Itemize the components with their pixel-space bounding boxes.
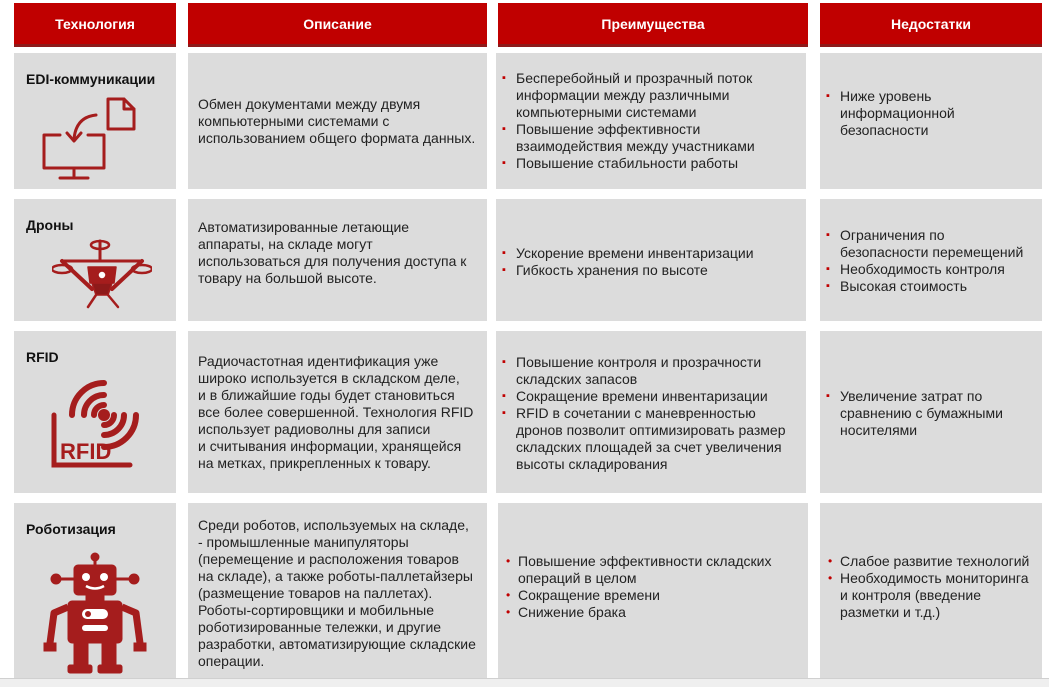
header-disadvantages: Недостатки: [820, 3, 1042, 47]
description-line: использованием общего формата данных.: [198, 130, 476, 146]
description-line: широко используется в складском деле,: [198, 370, 460, 386]
row-edi-disadvantages-cell: [820, 53, 1042, 189]
row-rfid-advantages-cell: [496, 331, 806, 493]
rfid-tag-icon: [48, 375, 148, 471]
row-title: EDI-коммуникации: [26, 71, 156, 87]
description-line: Автоматизированные летающие: [198, 219, 410, 235]
description-line: все более совершенной. Технология RFID: [198, 404, 474, 420]
advantage-item: ▪ Ускорение времени инвентаризации: [496, 245, 802, 262]
drone-icon: [52, 239, 152, 311]
description-line: на складе), а также роботы-паллетайзеры: [198, 568, 473, 584]
description-line: Обмен документами между двумя: [198, 96, 421, 112]
row-robotics-disadvantages-cell: [820, 503, 1042, 678]
description-line: и считывания информации, хранящейся: [198, 438, 462, 454]
header-description: Описание: [188, 3, 487, 47]
description-line: Роботы-сортировщики и мобильные: [198, 602, 434, 618]
advantage-item: ▪ Бесперебойный и прозрачный поток информации между различными компьютерными системами: [496, 70, 802, 121]
description-line: - промышленные манипуляторы: [198, 534, 409, 550]
advantage-item: • Повышение эффективности складских операций в целом: [498, 553, 804, 587]
disadvantage-item: ▪ Ограничения по безопасности перемещений: [820, 227, 1038, 261]
row-rfid-description-cell: [188, 331, 487, 493]
row-robotics-description-cell: [188, 503, 487, 678]
advantage-item: ▪ Повышение эффективности взаимодействия между участниками: [496, 121, 802, 155]
description-line: разработки, автоматизирующие складские: [198, 636, 476, 652]
row-rfid-tech-cell: [14, 331, 176, 493]
row-title: Роботизация: [26, 521, 116, 537]
disadvantage-item: • Необходимость мониторинга и контроля (введение разметки и т.д.): [820, 570, 1038, 621]
row-drones-disadvantages-cell: [820, 199, 1042, 321]
advantage-item: ▪ Сокращение времени инвентаризации: [496, 388, 802, 405]
row-edi-description-cell: [188, 53, 487, 189]
advantage-item: ▪ Повышение контроля и прозрачности складских запасов: [496, 354, 802, 388]
description-line: на метках, прикрепленных к товару.: [198, 455, 431, 471]
description-line: (перемещение и расположения товаров: [198, 551, 459, 567]
row-robotics-tech-cell: [14, 503, 176, 678]
row-rfid-disadvantages-cell: [820, 331, 1042, 493]
description-line: (размещение товаров на паллетах).: [198, 585, 433, 601]
advantage-item: • Сокращение времени: [498, 587, 804, 604]
disadvantage-item: ▪ Необходимость контроля: [820, 261, 1038, 278]
robot-icon: [42, 551, 148, 675]
description-line: товару на большой высоте.: [198, 270, 377, 286]
description-line: аппараты, на складе могут: [198, 236, 373, 252]
disadvantage-item: ▪ Высокая стоимость: [820, 278, 1038, 295]
description-line: Среди роботов, используемых на складе,: [198, 517, 469, 533]
description-line: роботизированные тележки, и другие: [198, 619, 442, 635]
header-technology: Технология: [14, 3, 176, 47]
row-drones-advantages-cell: [496, 199, 806, 321]
row-title: RFID: [26, 349, 59, 365]
description-line: компьютерными системами с: [198, 113, 390, 129]
row-drones-tech-cell: [14, 199, 176, 321]
disadvantage-item: • Слабое развитие технологий: [820, 553, 1038, 570]
row-edi-tech-cell: [14, 53, 176, 189]
advantage-item: • Снижение брака: [498, 604, 804, 621]
disadvantage-item: ▪ Увеличение затрат по сравнению с бумажными носителями: [820, 388, 1038, 439]
row-title: Дроны: [26, 217, 74, 233]
advantage-item: ▪ Гибкость хранения по высоте: [496, 262, 802, 279]
description-line: Радиочастотная идентификация уже: [198, 353, 439, 369]
header-advantages: Преимущества: [498, 3, 808, 47]
row-edi-advantages-cell: [496, 53, 806, 189]
monitor-document-icon: [40, 93, 140, 183]
description-line: операции.: [198, 653, 265, 669]
row-drones-description-cell: [188, 199, 487, 321]
advantage-item: ▪ RFID в сочетании с маневренностью дронов позволит оптимизировать размер складских площадей за счет увеличения высоты складирования: [496, 405, 802, 473]
disadvantage-item: ▪ Ниже уровень информационной безопасности: [820, 88, 1038, 139]
description-line: использоваться для получения доступа к: [198, 253, 467, 269]
advantage-item: ▪ Повышение стабильности работы: [496, 155, 802, 172]
row-robotics-advantages-cell: [498, 503, 808, 678]
description-line: и в ближайшие годы будет становиться: [198, 387, 455, 403]
description-line: использует радиоволны для записи: [198, 421, 431, 437]
rfid-icon-label: RFID: [60, 439, 112, 464]
